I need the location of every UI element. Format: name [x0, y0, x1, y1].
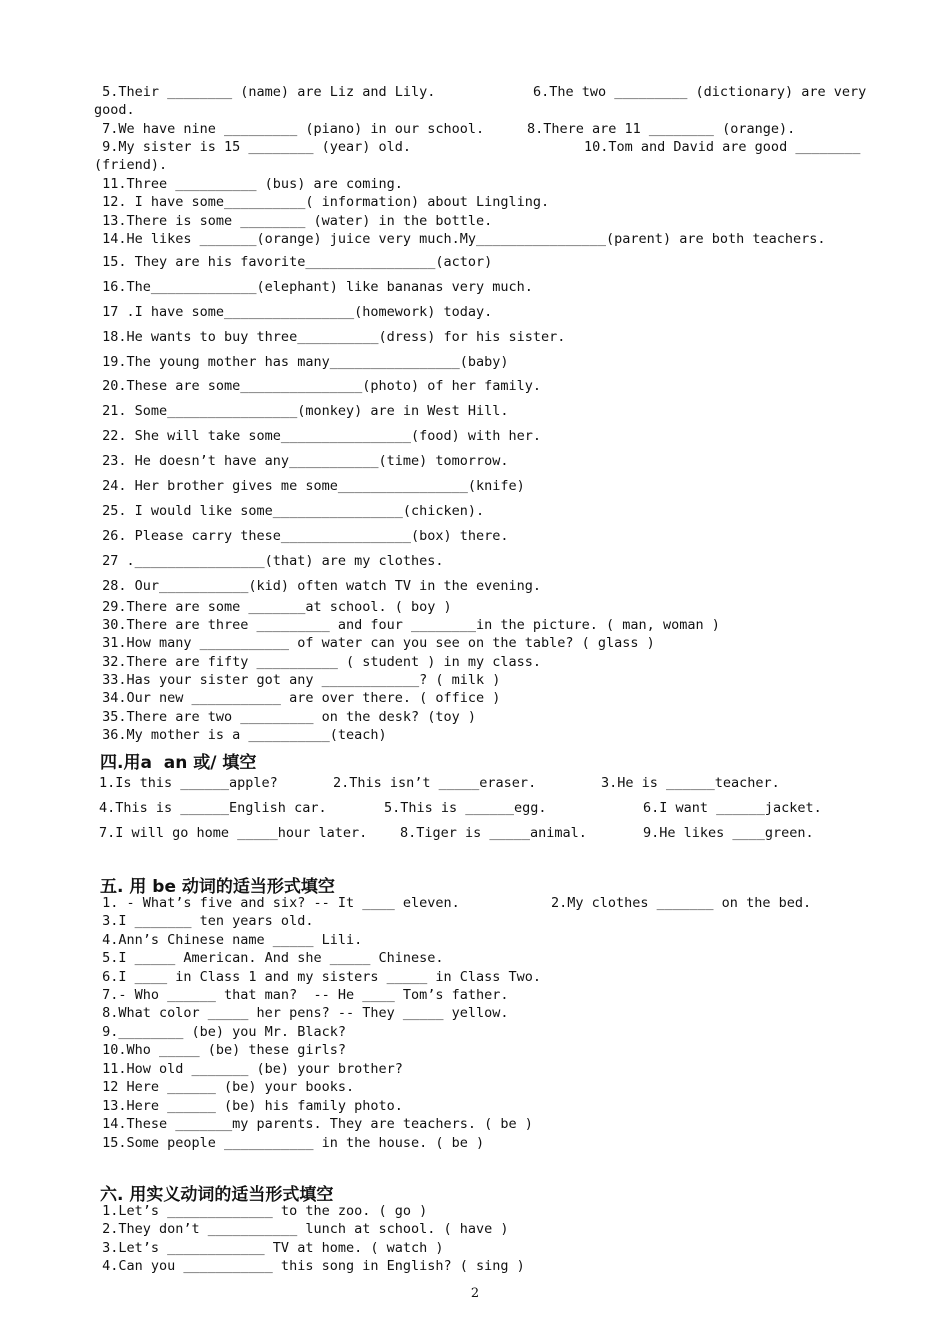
exercise-line: 33.Has your sister got any ____________? ( milk ) — [94, 672, 501, 688]
exercise-line: 10.Tom and David are good ________ — [584, 139, 861, 155]
exercise-line: 4.Ann’s Chinese name _____ Lili. — [94, 932, 363, 948]
exercise-line: 19.The young mother has many________________(baby) — [94, 354, 509, 370]
exercise-line: 5.I _____ American. And she _____ Chinese. — [94, 950, 444, 966]
exercise-line: 14.He likes _______(orange) juice very much.My________________(parent) are both teachers. — [94, 231, 826, 247]
exercise-line: 35.There are two _________ on the desk? (toy ) — [94, 709, 477, 725]
exercise-line: 1. - What’s five and six? -- It ____ eleven. — [94, 895, 460, 911]
exercise-line: 14.These _______my parents. They are teachers. ( be ) — [94, 1116, 533, 1132]
exercise-line: 2.This isn’t _____eraser. — [333, 775, 537, 791]
exercise-line: 27 .________________(that) are my clothes. — [94, 553, 444, 569]
exercise-line: 10.Who _____ (be) these girls? — [94, 1042, 346, 1058]
exercise-line: 7.We have nine _________ (piano) in our school. — [94, 121, 485, 137]
exercise-line: 29.There are some _______at school. ( boy ) — [94, 599, 452, 615]
exercise-line: 11.Three __________ (bus) are coming. — [94, 176, 403, 192]
section-title-be-verbs: 五. 用 be 动词的适当形式填空 — [100, 877, 335, 897]
exercise-line: 30.There are three _________ and four ________in the picture. ( man, woman ) — [94, 617, 720, 633]
exercise-line: 34.Our new ___________ are over there. ( office ) — [94, 690, 501, 706]
exercise-line: 5.This is ______egg. — [384, 800, 547, 816]
exercise-line: 12. I have some__________( information) about Lingling. — [94, 194, 550, 210]
exercise-line: 3.I _______ ten years old. — [94, 913, 314, 929]
exercise-line: 23. He doesn’t have any___________(time) tomorrow. — [94, 453, 509, 469]
exercise-line: 4.This is ______English car. — [99, 800, 327, 816]
exercise-line: 17 .I have some________________(homework) today. — [94, 304, 493, 320]
exercise-line: 21. Some________________(monkey) are in West Hill. — [94, 403, 509, 419]
exercise-line: 13.There is some ________ (water) in the bottle. — [94, 213, 493, 229]
exercise-line: 7.I will go home _____hour later. — [99, 825, 368, 841]
exercise-line: 32.There are fifty __________ ( student ) in my class. — [94, 654, 542, 670]
exercise-line: 9.________ (be) you Mr. Black? — [94, 1024, 346, 1040]
exercise-line: 28. Our___________(kid) often watch TV in the evening. — [94, 578, 542, 594]
exercise-line: 8.What color _____ her pens? -- They _____ yellow. — [94, 1005, 509, 1021]
exercise-line: 6.I ____ in Class 1 and my sisters _____ in Class Two. — [94, 969, 542, 985]
exercise-line: 8.Tiger is _____animal. — [400, 825, 587, 841]
section-title-verbs: 六. 用实义动词的适当形式填空 — [100, 1185, 334, 1205]
exercise-line: 2.My clothes _______ on the bed. — [551, 895, 812, 911]
exercise-line: 9.He likes ____green. — [643, 825, 814, 841]
exercise-line: 24. Her brother gives me some________________(knife) — [94, 478, 525, 494]
exercise-line: 3.Let’s ____________ TV at home. ( watch ) — [94, 1240, 444, 1256]
exercise-line: 16.The_____________(elephant) like bananas very much. — [94, 279, 533, 295]
exercise-line: 31.How many ___________ of water can you see on the table? ( glass ) — [94, 635, 655, 651]
exercise-line: 22. She will take some________________(food) with her. — [94, 428, 542, 444]
exercise-line: 15. They are his favorite________________(actor) — [94, 254, 493, 270]
exercise-line: 3.He is ______teacher. — [601, 775, 780, 791]
exercise-line: 8.There are 11 ________ (orange). — [527, 121, 796, 137]
exercise-line: 13.Here ______ (be) his family photo. — [94, 1098, 403, 1114]
exercise-line: 25. I would like some________________(chicken). — [94, 503, 485, 519]
page-number: 2 — [470, 1286, 480, 1301]
exercise-line: (friend). — [94, 157, 168, 173]
exercise-line: 9.My sister is 15 ________ (year) old. — [94, 139, 411, 155]
exercise-line: 36.My mother is a __________(teach) — [94, 727, 387, 743]
exercise-line: 2.They don’t ___________ lunch at school. ( have ) — [94, 1221, 509, 1237]
exercise-line: 6.I want ______jacket. — [643, 800, 822, 816]
exercise-line: 1.Let’s _____________ to the zoo. ( go ) — [94, 1203, 428, 1219]
exercise-line: good. — [94, 102, 135, 118]
exercise-line: 26. Please carry these________________(box) there. — [94, 528, 509, 544]
section-title-articles: 四.用a an 或/ 填空 — [100, 753, 257, 773]
exercise-line: 15.Some people ___________ in the house. ( be ) — [94, 1135, 485, 1151]
exercise-line: 11.How old _______ (be) your brother? — [94, 1061, 403, 1077]
exercise-line: 20.These are some_______________(photo) of her family. — [94, 378, 542, 394]
exercise-line: 4.Can you ___________ this song in English? ( sing ) — [94, 1258, 525, 1274]
exercise-line: 12 Here ______ (be) your books. — [94, 1079, 355, 1095]
exercise-line: 7.- Who ______ that man? -- He ____ Tom’s father. — [94, 987, 509, 1003]
exercise-line: 18.He wants to buy three__________(dress) for his sister. — [94, 329, 566, 345]
exercise-line: 5.Their ________ (name) are Liz and Lily. — [94, 84, 436, 100]
exercise-line: 1.Is this ______apple? — [99, 775, 278, 791]
exercise-line: 6.The two _________ (dictionary) are very — [533, 84, 867, 100]
